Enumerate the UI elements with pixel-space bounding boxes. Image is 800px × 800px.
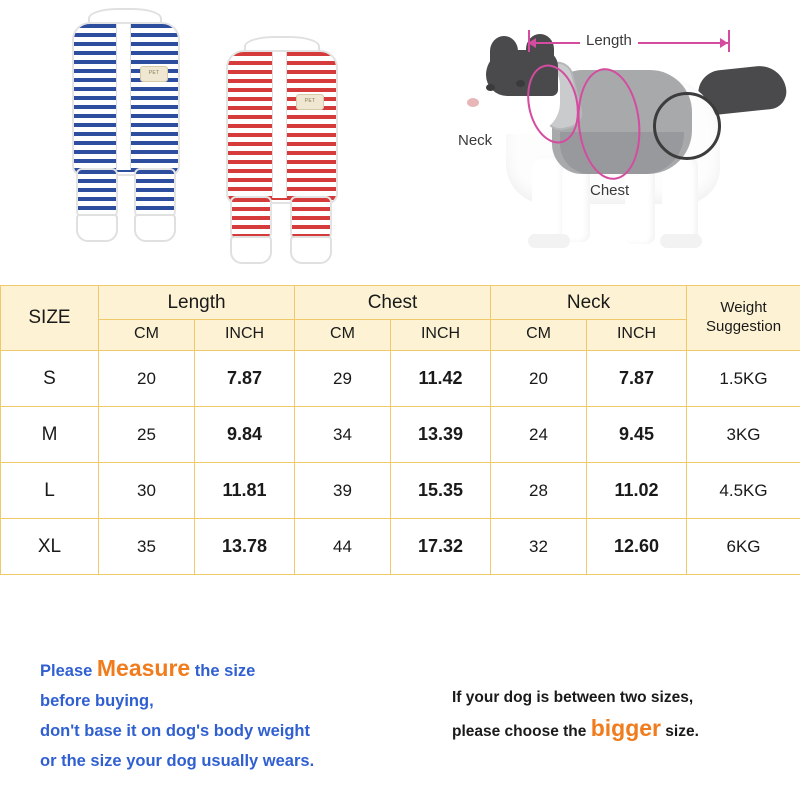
- header-group-neck: Neck: [491, 286, 687, 320]
- cat-ear-left: [490, 36, 518, 66]
- header-length-cm: CM: [99, 320, 195, 351]
- red-suit-brand-tag: PET: [296, 94, 324, 110]
- table-header-group-row: [1, 286, 800, 320]
- length-arrow-right: [720, 38, 728, 48]
- cell-chest-cm: 29: [295, 351, 391, 407]
- red-striped-recovery-suit: [212, 36, 352, 266]
- cell-chest-inch: 15.35: [391, 463, 491, 519]
- cat-wearing-gray-recovery-suit: [410, 6, 795, 278]
- red-suit-cuff-left: [230, 236, 272, 264]
- table-row: [1, 351, 800, 407]
- note-left-part1: Please: [40, 662, 97, 680]
- cat-nose: [467, 98, 479, 107]
- table-row: [1, 463, 800, 519]
- cat-paw-rear: [660, 234, 702, 248]
- note-left-part2: the size: [190, 662, 256, 680]
- header-group-chest: Chest: [295, 286, 491, 320]
- note-left-emphasis: Measure: [96, 655, 191, 681]
- note-left-line3: don't base it on dog's body weight: [40, 722, 311, 740]
- cell-chest-inch: 13.39: [391, 407, 491, 463]
- cell-weight: 6KG: [687, 519, 800, 575]
- cat-rear-leg-2: [625, 166, 655, 244]
- cell-chest-cm: 34: [295, 407, 391, 463]
- cell-length-cm: 20: [99, 351, 195, 407]
- cell-neck-cm: 24: [491, 407, 587, 463]
- header-weight-suggestion: [687, 286, 800, 351]
- cell-length-inch: 9.84: [195, 407, 295, 463]
- cell-size: S: [1, 351, 99, 407]
- red-suit-cuff-right: [290, 236, 332, 264]
- cell-weight: 4.5KG: [687, 463, 800, 519]
- note-right-line1: If your dog is between two sizes,: [452, 689, 694, 706]
- cell-chest-cm: 39: [295, 463, 391, 519]
- red-suit-placket: [272, 52, 287, 198]
- cat-front-leg: [532, 156, 564, 242]
- cell-neck-inch: 9.45: [587, 407, 687, 463]
- header-neck-cm: CM: [491, 320, 587, 351]
- chest-annotation-label: Chest: [590, 182, 630, 199]
- cell-neck-cm: 20: [491, 351, 587, 407]
- cat-eye-right: [516, 80, 525, 87]
- cell-neck-cm: 28: [491, 463, 587, 519]
- table-header-unit-row: [1, 320, 800, 351]
- cell-size: XL: [1, 519, 99, 575]
- neck-annotation-label: Neck: [458, 132, 493, 149]
- blue-suit-cuff-right: [134, 214, 176, 242]
- size-chart-table-wrapper: [0, 285, 800, 575]
- cell-weight: 3KG: [687, 407, 800, 463]
- blue-suit-brand-tag: PET: [140, 66, 168, 82]
- header-chest-inch: INCH: [391, 320, 491, 351]
- header-weight-line2: Suggestion: [706, 318, 782, 335]
- header-length-inch: INCH: [195, 320, 295, 351]
- cell-length-inch: 7.87: [195, 351, 295, 407]
- length-arrow-left: [528, 38, 536, 48]
- header-weight-line1: Weight: [720, 299, 767, 317]
- header-group-length: Length: [99, 286, 295, 320]
- size-chart-table: [0, 285, 800, 575]
- cat-front-leg-2: [562, 164, 590, 242]
- header-chest-cm: CM: [295, 320, 391, 351]
- cat-paw-front: [528, 234, 570, 248]
- cell-length-cm: 25: [99, 407, 195, 463]
- cell-chest-inch: 17.32: [391, 519, 491, 575]
- cell-neck-inch: 7.87: [587, 351, 687, 407]
- cell-length-inch: 13.78: [195, 519, 295, 575]
- cell-neck-cm: 32: [491, 519, 587, 575]
- blue-suit-placket: [116, 24, 131, 170]
- note-right-emphasis: bigger: [590, 715, 661, 741]
- cell-length-inch: 11.81: [195, 463, 295, 519]
- table-row: [1, 407, 800, 463]
- cell-neck-inch: 11.02: [587, 463, 687, 519]
- note-left-line2: before buying,: [40, 692, 154, 710]
- cell-size: M: [1, 407, 99, 463]
- cell-chest-cm: 44: [295, 519, 391, 575]
- blue-suit-cuff-left: [76, 214, 118, 242]
- note-right-line2-part2: size.: [660, 723, 699, 740]
- header-neck-inch: INCH: [587, 320, 687, 351]
- length-annotation-label: Length: [580, 32, 638, 49]
- footer-notes: [0, 625, 800, 800]
- hero-image-area: [0, 0, 800, 285]
- blue-striped-recovery-suit: [58, 8, 188, 248]
- cell-chest-inch: 11.42: [391, 351, 491, 407]
- cell-weight: 1.5KG: [687, 351, 800, 407]
- cat-eye-left: [486, 84, 495, 91]
- cell-size: L: [1, 463, 99, 519]
- cell-length-cm: 30: [99, 463, 195, 519]
- cell-neck-inch: 12.60: [587, 519, 687, 575]
- between-sizes-note: [452, 683, 792, 747]
- table-row: [1, 519, 800, 575]
- note-right-line2-part1: please choose the: [452, 723, 591, 740]
- cell-length-cm: 35: [99, 519, 195, 575]
- measure-advice-note: [40, 653, 440, 776]
- note-left-line4: or the size your dog usually wears.: [40, 752, 315, 770]
- cat-suit-leg-strap: [653, 92, 721, 160]
- length-tick-right: [728, 30, 730, 52]
- header-size: SIZE: [1, 286, 99, 351]
